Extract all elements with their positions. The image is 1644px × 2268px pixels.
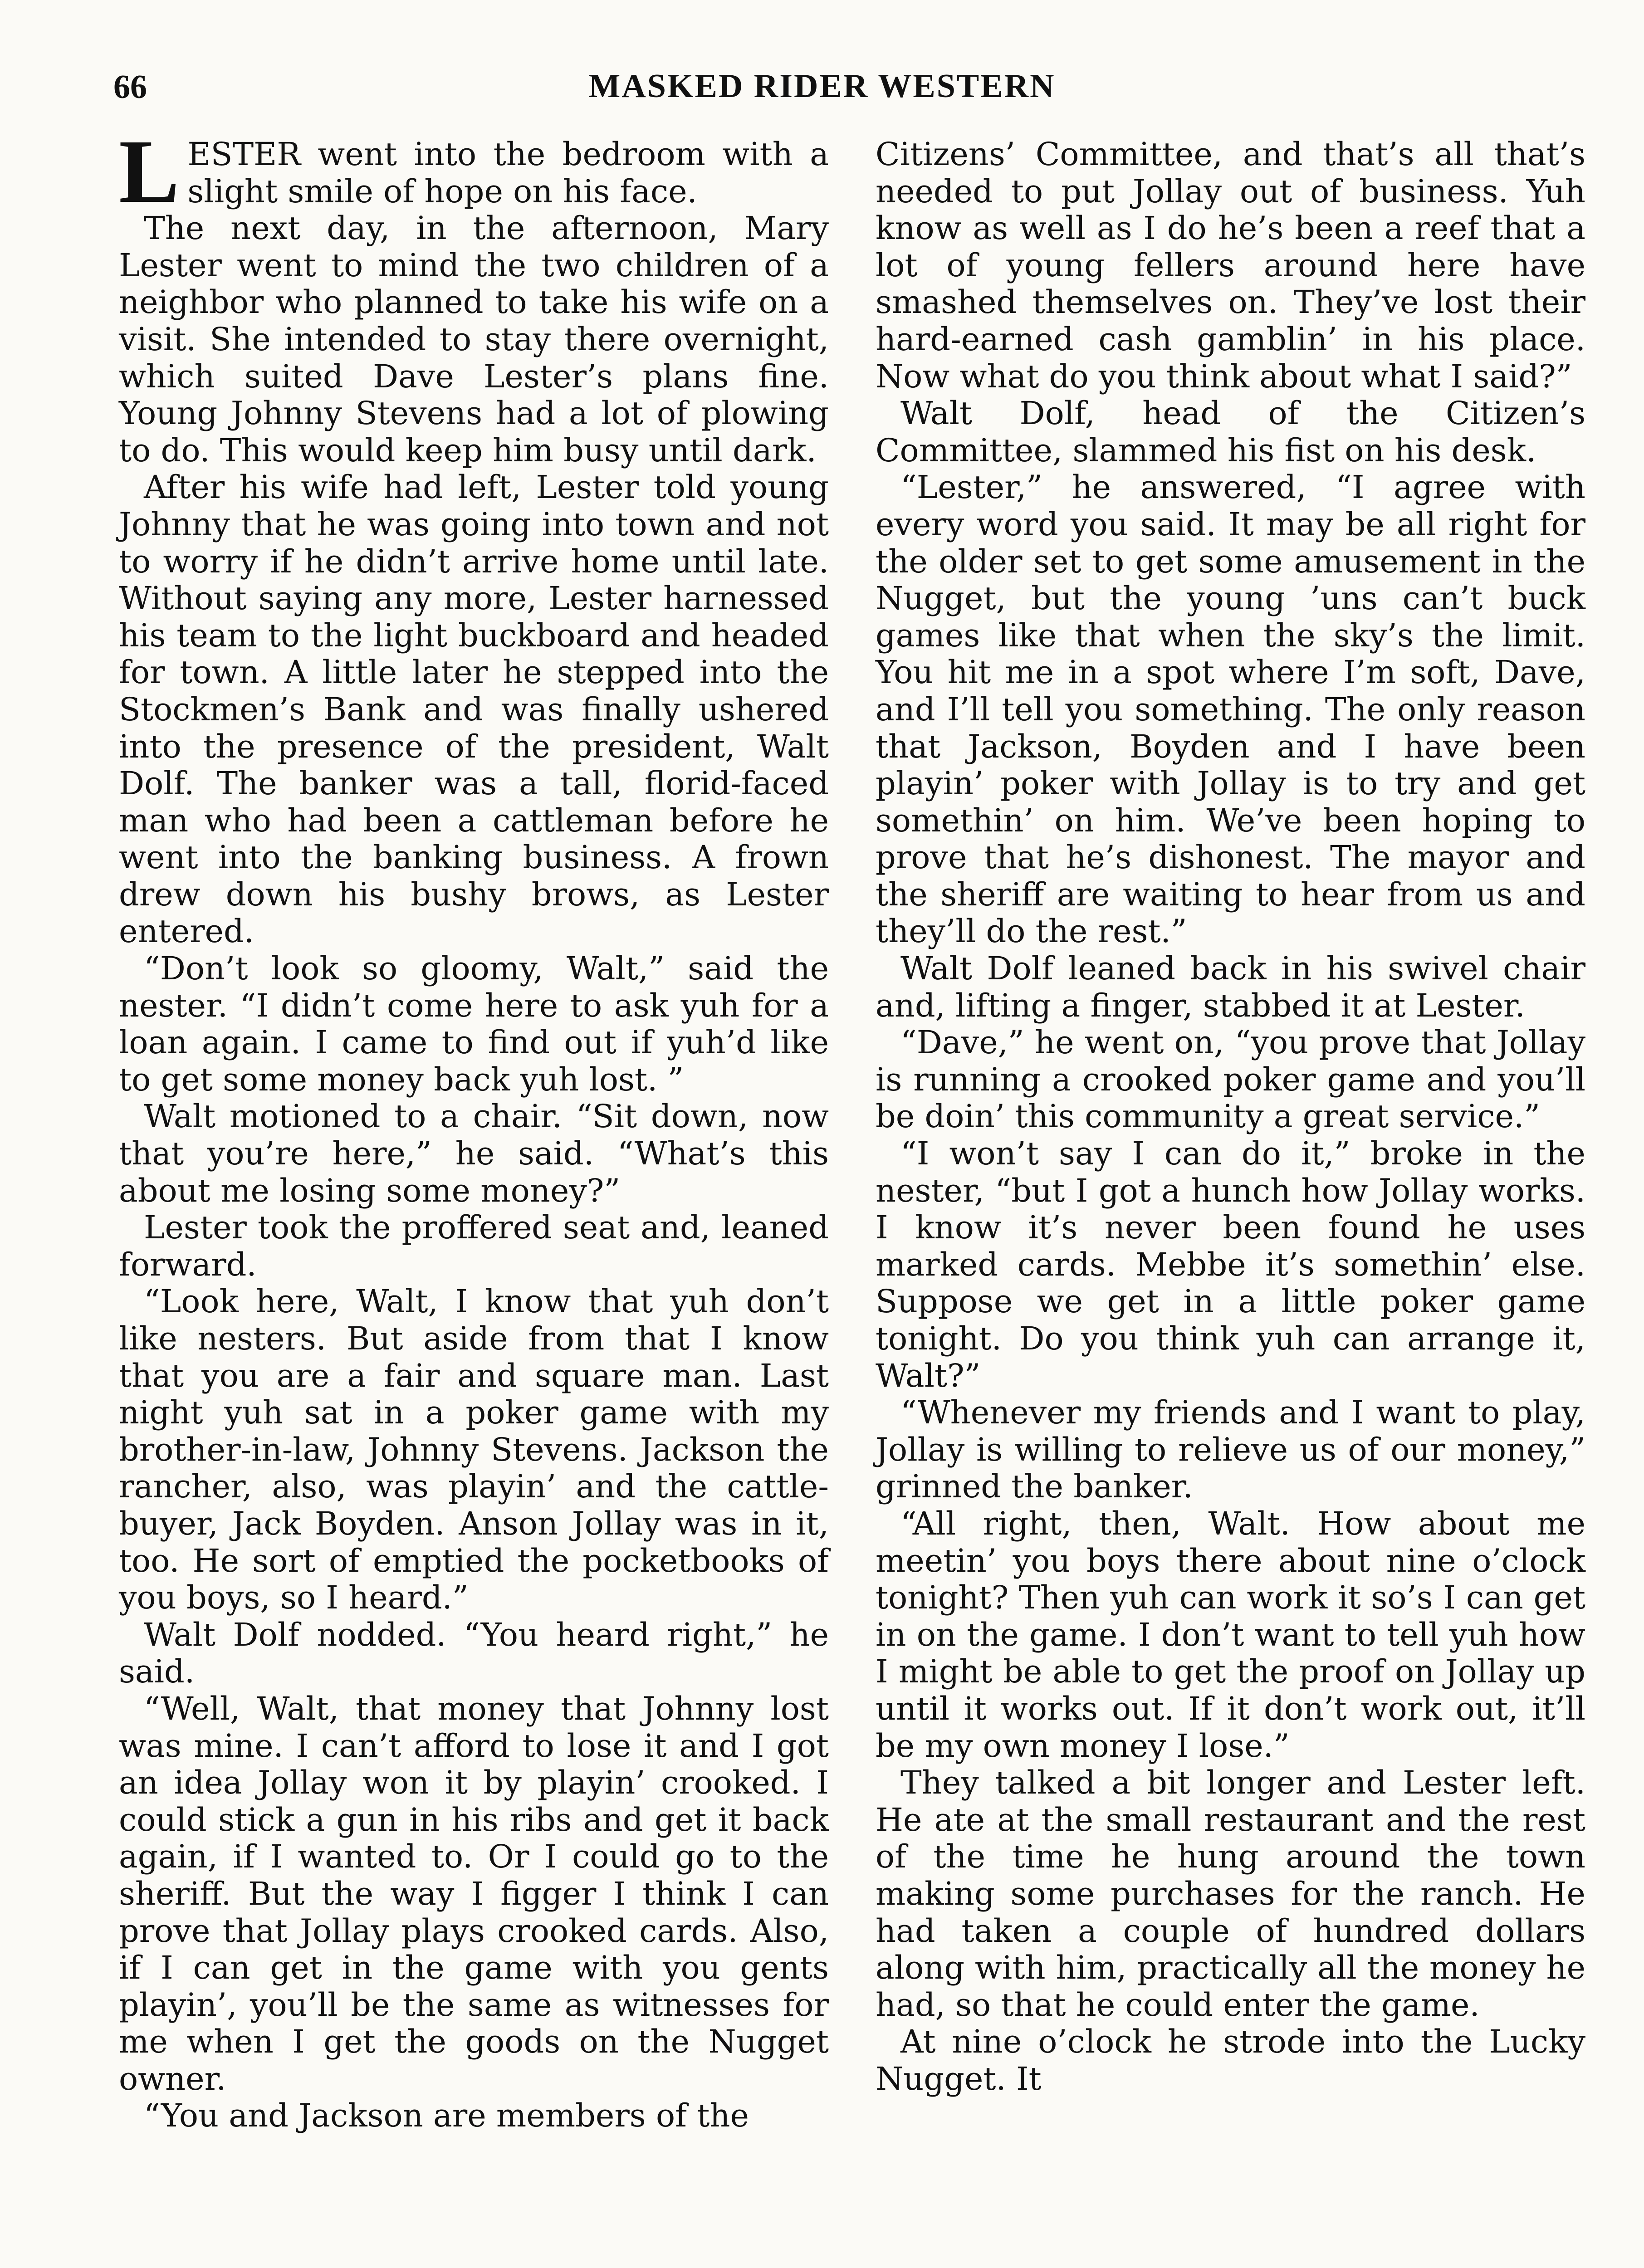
paragraph: Walt motioned to a chair. “Sit down, now that you’re here,” he said. “What’s this about me losing some money?” (119, 1098, 829, 1209)
paragraph: “Well, Walt, that money that Johnny lost was mine. I can’t afford to lose it and I got an idea Jollay won it by playin’ crooked. I could stick a gun in his ribs and get it back again, if I wanted to. Or I could go to the sheriff. But the way I figger I think I can prove that Jollay plays crooked cards. Also, if I can get in the game with you gents playin’, you’ll be the same as witnesses for me when I get the goods on the Nugget owner. (119, 1690, 829, 2097)
paragraph: “Lester,” he answered, “I agree with every word you said. It may be all right for the older set to get some amusement in the Nugget, but the young ’uns can’t buck games like that when the sky’s the limit. You hit me in a spot where I’m soft, Dave, and I’ll tell you something. The only reason that Jackson, Boyden and I have been playin’ poker with Jollay is to try and get somethin’ on him. We’ve been hoping to prove that he’s dishonest. The mayor and the sheriff are waiting to hear from us and they’ll do the rest.” (876, 469, 1585, 950)
paragraph: Walt Dolf, head of the Citizen’s Committee, slammed his fist on his desk. (876, 395, 1585, 469)
paragraph: Walt Dolf nodded. “You heard right,” he said. (119, 1616, 829, 1691)
right-column (876, 136, 1585, 2097)
paragraph: The next day, in the afternoon, Mary Lester went to mind the two children of a neighbor who planned to take his wife on a visit. She intended to stay there overnight, which suited Dave Lester’s plans fine. Young Johnny Stevens had a lot of plowing to do. This would keep him busy until dark. (119, 210, 829, 469)
paragraph (119, 122, 829, 222)
paragraph: Walt Dolf leaned back in his swivel chair and, lifting a finger, stabbed it at Lester. (876, 950, 1585, 1024)
paragraph: “All right, then, Walt. How about me meetin’ you boys there about nine o’clock tonight? Then yuh can work it so’s I can get in on the game. I don’t want to tell yuh how I might be able to get the proof on Jollay up until it works out. If it don’t work out, it’ll be my own money I lose.” (876, 1505, 1585, 1765)
paragraph: “You and Jackson are members of the (144, 2097, 749, 2135)
paragraph: At nine o’clock he strode into the Lucky Nugget. It (876, 2023, 1585, 2097)
paragraph-text: ESTER went into the bedroom with a slight smile of hope on his face. (187, 136, 829, 210)
paragraph: “Look here, Walt, I know that yuh don’t like nesters. But aside from that I know that you are a fair and square man. Last night yuh sat in a poker game with my brother-in-law, Johnny Stevens. Jackson the rancher, also, was playin’ and the cattle-buyer, Jack Boyden. Anson Jollay was in it, too. He sort of emptied the pocketbooks of you boys, so I heard.” (119, 1283, 829, 1617)
paragraph: “I won’t say I can do it,” broke in the nester, “but I got a hunch how Jollay works. I know it’s never been found he uses marked cards. Mebbe it’s somethin’ else. Suppose we get in a little poker game tonight. Do you think yuh can arrange it, Walt?” (876, 1135, 1585, 1394)
paragraph: “Don’t look so gloomy, Walt,” said the nester. “I didn’t come here to ask yuh for a loan again. I came to find out if yuh’d like to get some money back yuh lost. ” (119, 950, 829, 1098)
paragraph: “Dave,” he went on, “you prove that Jollay is running a crooked poker game and you’ll be doin’ this community a great service.” (876, 1024, 1585, 1135)
page-number: 66 (113, 68, 147, 106)
paragraph: They talked a bit longer and Lester left. He ate at the small restaurant and the rest of the time he hung around the town making some purchases for the ranch. He had taken a couple of hundred dollars along with him, practically all the money he had, so that he could enter the game. (876, 1764, 1585, 2024)
left-column (119, 122, 829, 2135)
paragraph: “Whenever my friends and I want to play, Jollay is willing to relieve us of our money,” grinned the banker. (876, 1394, 1585, 1505)
drop-cap: L (119, 122, 180, 222)
paragraph: Citizens’ Committee, and that’s all that’s needed to put Jollay out of business. Yuh know as well as I do he’s been a reef that a lot of young fellers around here have smashed themselves on. They’ve lost their hard-earned cash gamblin’ in his place. Now what do you think about what I said?” (876, 136, 1585, 395)
paragraph: After his wife had left, Lester told young Johnny that he was going into town and not to worry if he didn’t arrive home until late. Without saying any more, Lester harnessed his team to the light buckboard and headed for town. A little later he stepped into the Stockmen’s Bank and was finally ushered into the presence of the president, Walt Dolf. The banker was a tall, florid-faced man who had been a cattleman before he went into the banking business. A frown drew down his bushy brows, as Lester entered. (119, 469, 829, 950)
paragraph: Lester took the proffered seat and, leaned forward. (119, 1209, 829, 1283)
running-head: MASKED RIDER WESTERN (588, 68, 1056, 105)
